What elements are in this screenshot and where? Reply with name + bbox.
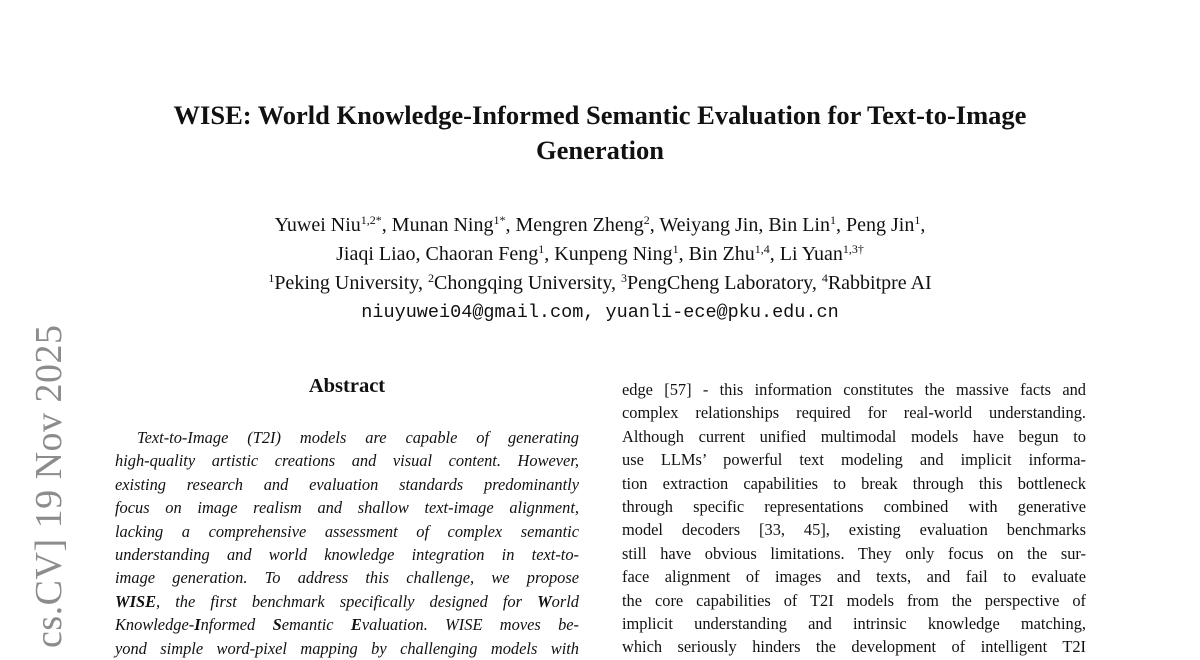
body-line: edge [57] - this information constitutes the massive facts and <box>622 380 1086 399</box>
affiliation-index: 3 <box>621 271 628 285</box>
right-column-body <box>622 378 1086 659</box>
body-line: face alignment of images and texts, and fail to evaluate <box>622 567 1086 587</box>
acronym-letter: S <box>272 615 282 635</box>
body-line: through specific representations combined with generative <box>622 497 1086 517</box>
affiliation-name: PengCheng Laboratory, <box>627 272 822 294</box>
abstract-line <box>115 613 579 636</box>
abstract-text: nformed <box>200 615 273 635</box>
acronym-letter: E <box>350 615 362 635</box>
author-mark: * <box>375 213 382 227</box>
author-superscript: 1,3† <box>842 242 864 256</box>
body-line: which seriously hinders the development of intelligent T2I <box>622 637 1086 657</box>
abstract-line: Text-to-Image (T2I) models are capable of generating <box>137 428 579 447</box>
affiliation-name: Chongqing University, <box>434 272 622 294</box>
author-line-2 <box>100 241 1100 270</box>
abstract-line: focus on image realism and shallow text-image alignment, <box>115 498 579 518</box>
author-name: , Weiyang Jin, Bin Lin <box>649 214 830 236</box>
abstract-text: emantic <box>281 615 351 635</box>
affiliation-name: Rabbitpre AI <box>827 272 932 294</box>
author-superscript: 1 <box>538 242 545 256</box>
abstract-text: Knowledge- <box>115 615 195 635</box>
body-line: Although current unified multimodal models have begun to <box>622 426 1086 446</box>
arxiv-stamp: cs.CV] 19 Nov 2025 <box>28 324 70 648</box>
author-name: , Mengren Zheng <box>505 214 644 236</box>
author-superscript: 1 <box>829 213 836 227</box>
abstract-text: valuation. WISE moves be- <box>361 615 579 635</box>
paper-title <box>100 98 1100 168</box>
body-line: the core capabilities of T2I models from the perspective of <box>622 590 1086 610</box>
affiliation-name: Peking University, <box>274 272 429 294</box>
body-line: model decoders [33, 45], existing evaluation benchmarks <box>622 520 1086 540</box>
abstract-heading: Abstract <box>308 375 386 397</box>
abstract-text: , the first benchmark specifically designed for <box>156 591 538 611</box>
benchmark-name: WISE <box>115 591 157 611</box>
author-name: Yuwei Niu <box>274 214 361 236</box>
author-name: , Kunpeng Ning <box>544 243 673 265</box>
title-line-1: WISE: World Knowledge-Informed Semantic Evaluation for Text-to-Image <box>173 100 1027 130</box>
affiliation-index: 1 <box>268 271 275 285</box>
abstract-line: existing research and evaluation standards predominantly <box>115 474 579 494</box>
author-line-1 <box>100 212 1100 241</box>
author-name: , Munan Ning <box>381 214 494 236</box>
abstract-line: image generation. To address this challenge, we propose <box>115 568 579 588</box>
author-superscript: 2 <box>643 213 650 227</box>
author-block <box>100 212 1100 326</box>
author-name: , Bin Zhu <box>678 243 755 265</box>
author-separator: , <box>920 214 926 236</box>
author-name: , Peng Jin <box>835 214 915 236</box>
acronym-letter: W <box>537 591 552 611</box>
abstract-line: lacking a comprehensive assessment of complex semantic <box>115 521 579 541</box>
abstract-line: yond simple word-pixel mapping by challenging models with <box>115 638 579 658</box>
abstract-text: orld <box>551 591 579 611</box>
body-line: use LLMs’ powerful text modeling and implicit informa- <box>622 450 1086 470</box>
body-line: complex relationships required for real-world understanding. <box>622 403 1086 423</box>
abstract-line: high-quality artistic creations and visual content. However, <box>115 451 579 471</box>
body-line: still have obvious limitations. They only focus on the sur- <box>622 543 1086 563</box>
abstract-line: understanding and world knowledge integration in text-to- <box>115 545 579 565</box>
contact-emails: niuyuwei04@gmail.com, yuanli-ece@pku.edu.cn <box>361 302 839 323</box>
author-name: Jiaqi Liao, Chaoran Feng <box>336 243 539 265</box>
title-line-2: Generation <box>535 135 665 165</box>
author-superscript: 1 <box>672 242 679 256</box>
acronym-letter: I <box>194 615 201 635</box>
author-superscript: 1,2 <box>360 213 376 227</box>
abstract-line <box>115 590 579 613</box>
body-line: tion extraction capabilities to break through this bottleneck <box>622 473 1086 493</box>
affiliation-index: 4 <box>821 271 828 285</box>
author-superscript: 1* <box>493 213 506 227</box>
affiliation-index: 2 <box>428 271 435 285</box>
affiliations <box>100 270 1100 299</box>
author-name: , Li Yuan <box>769 243 843 265</box>
author-superscript: 1 <box>914 213 921 227</box>
body-line: implicit understanding and intrinsic knowledge matching, <box>622 614 1086 634</box>
abstract-body <box>115 426 579 660</box>
author-superscript: 1,4 <box>754 242 770 256</box>
